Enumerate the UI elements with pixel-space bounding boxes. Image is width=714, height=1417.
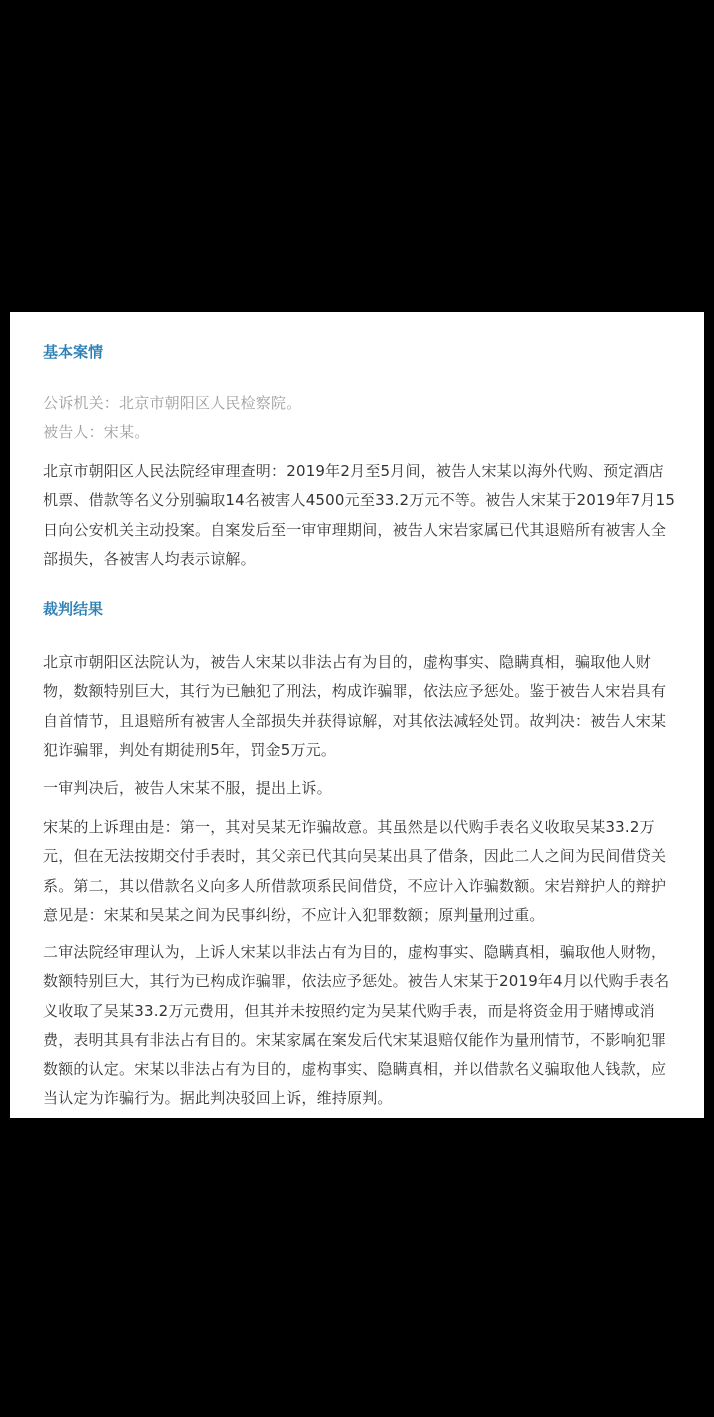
appeal-reasons-paragraph xyxy=(43,813,693,930)
facts-paragraph xyxy=(43,457,693,574)
text-line: 费，表明其具有非法占有目的。宋某家属在案发后代宋某退赔仅能作为量刑情节，不影响犯罪 xyxy=(43,1030,667,1049)
text-line: 数额特别巨大，其行为已构成诈骗罪，依法应予惩处。被告人宋某于2019年4月以代购手表名 xyxy=(43,972,670,991)
defendant-line: 被告人：宋某。 xyxy=(43,423,150,442)
text-line: 北京市朝阳区人民法院经审理查明：2019年2月至5月间，被告人宋某以海外代购、预定酒店 xyxy=(43,462,664,480)
text-line: 宋某的上诉理由是：第一，其对吴某无诈骗故意。其虽然是以代购手表名义收取吴某33.2万 xyxy=(43,818,655,836)
text-line: 部损失，各被害人均表示谅解。 xyxy=(43,549,256,568)
text-line: 义收取了吴某33.2万元费用，但其并未按照约定为吴某代购手表，而是将资金用于赌博或消 xyxy=(43,1001,655,1020)
text-line: 意见是：宋某和吴某之间为民事纠纷，不应计入犯罪数额；原判量刑过重。 xyxy=(43,905,545,924)
appeal-paragraph xyxy=(43,774,693,803)
second-instance-paragraph xyxy=(43,938,693,1114)
text-line: 系。第二，其以借款名义向多人所借款项系民间借贷，不应计入诈骗数额。宋岩辩护人的辩护 xyxy=(43,876,667,895)
text-line: 当认定为诈骗行为。据此判决驳回上诉，维持原判。 xyxy=(43,1089,393,1108)
text-line: 数额的认定。宋某以非法占有为目的，虚构事实、隐瞒真相，并以借款名义骗取他人钱款，应 xyxy=(43,1060,667,1079)
text-line: 二审法院经审理认为，上诉人宋某以非法占有为目的，虚构事实、隐瞒真相，骗取他人财物， xyxy=(43,943,667,961)
section-heading-basic-facts: 基本案情 xyxy=(43,343,104,361)
text-line: 物，数额特别巨大，其行为已触犯了刑法，构成诈骗罪，依法应予惩处。鉴于被告人宋岩具有 xyxy=(43,682,667,701)
first-instance-paragraph xyxy=(43,648,693,765)
article-card xyxy=(10,312,704,1118)
text-line: 一审判决后，被告人宋某不服，提出上诉。 xyxy=(43,779,332,797)
text-line: 元，但在无法按期交付手表时，其父亲已代其向吴某出具了借条，因此二人之间为民间借贷关 xyxy=(43,847,667,866)
text-line: 北京市朝阳区法院认为，被告人宋某以非法占有为目的，虚构事实、隐瞒真相，骗取他人财 xyxy=(43,653,652,671)
text-line: 犯诈骗罪，判处有期徒刑5年，罚金5万元。 xyxy=(43,740,337,759)
text-line: 自首情节，且退赔所有被害人全部损失并获得谅解，对其依法减轻处罚。故判决：被告人宋某 xyxy=(43,711,667,730)
text-line: 日向公安机关主动投案。自案发后至一审审理期间，被告人宋岩家属已代其退赔所有被害人全 xyxy=(43,520,667,539)
text-line: 机票、借款等名义分别骗取14名被害人4500元至33.2万元不等。被告人宋某于2019年7月15 xyxy=(43,491,676,510)
section-heading-judgment: 裁判结果 xyxy=(43,600,104,618)
case-parties xyxy=(43,389,693,448)
prosecutor-line: 公诉机关：北京市朝阳区人民检察院。 xyxy=(43,394,302,412)
